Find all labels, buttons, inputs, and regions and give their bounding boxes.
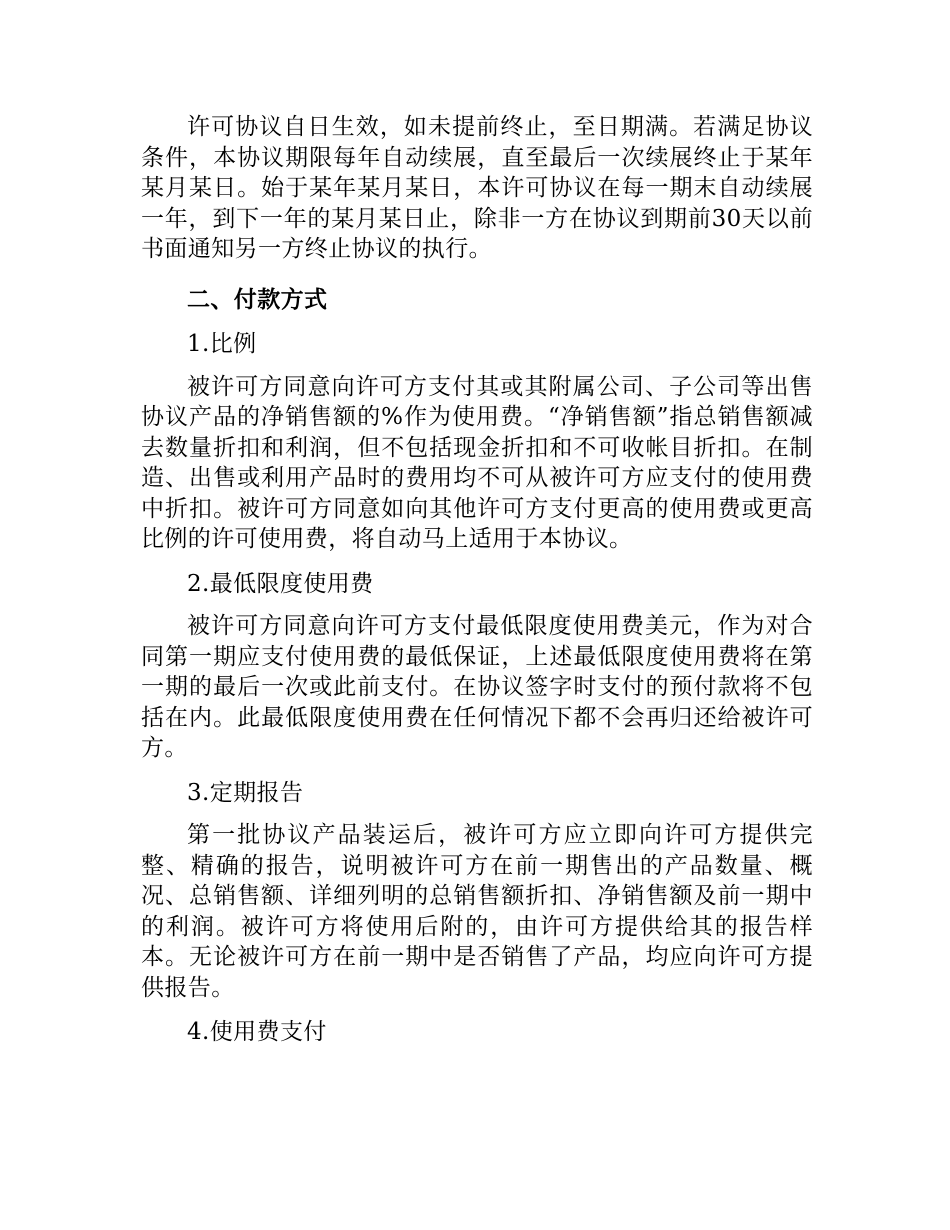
item-heading-fee-payment: 4.使用费支付 (187, 1019, 327, 1045)
minimum-fee-paragraph: 被许可方同意向许可方支付最低限度使用费美元，作为对合同第一期应支付使用费的最低保证，上述最低限度使用费将在第一期的最后一次或此前支付。在协议签字时支付的预付款将不包括在内。此最低限度使用费在任何情况下都不会再归还给被许可方。 (141, 613, 813, 761)
periodic-report-paragraph: 第一批协议产品装运后，被许可方应立即向许可方提供完整、精确的报告，说明被许可方在前一期售出的产品数量、概况、总销售额、详细列明的总销售额折扣、净销售额及前一期中的利润。被许可方将使用后附的，由许可方提供给其的报告样本。无论被许可方在前一期中是否销售了产品，均应向许可方提供报告。 (141, 822, 813, 1001)
item-heading-periodic-report: 3.定期报告 (187, 779, 304, 806)
section-heading-payment: 二、付款方式 (187, 285, 328, 313)
ratio-paragraph: 被许可方同意向许可方支付其或其附属公司、子公司等出售协议产品的净销售额的%作为使用费。“净销售额”指总销售额减去数量折扣和利润，但不包括现金折扣和不可收帐目折扣。在制造、出售或利用产品时的费用均不可从被许可方应支付的使用费中折扣。被许可方同意如向其他许可方支付更高的使用费或更高比例的许可使用费，将自动马上适用于本协议。 (141, 373, 813, 552)
item-heading-minimum-fee: 2.最低限度使用费 (187, 570, 374, 597)
item-heading-ratio: 1.比例 (187, 331, 257, 357)
term-paragraph: 许可协议自日生效，如未提前终止，至日期满。若满足协议条件，本协议期限每年自动续展，直至最后一次续展终止于某年某月某日。始于某年某月某日，本许可协议在每一期末自动续展一年，到下一年的某月某日止，除非一方在协议到期前30天以前书面通知另一方终止协议的执行。 (141, 114, 813, 262)
document-body (141, 112, 813, 1060)
